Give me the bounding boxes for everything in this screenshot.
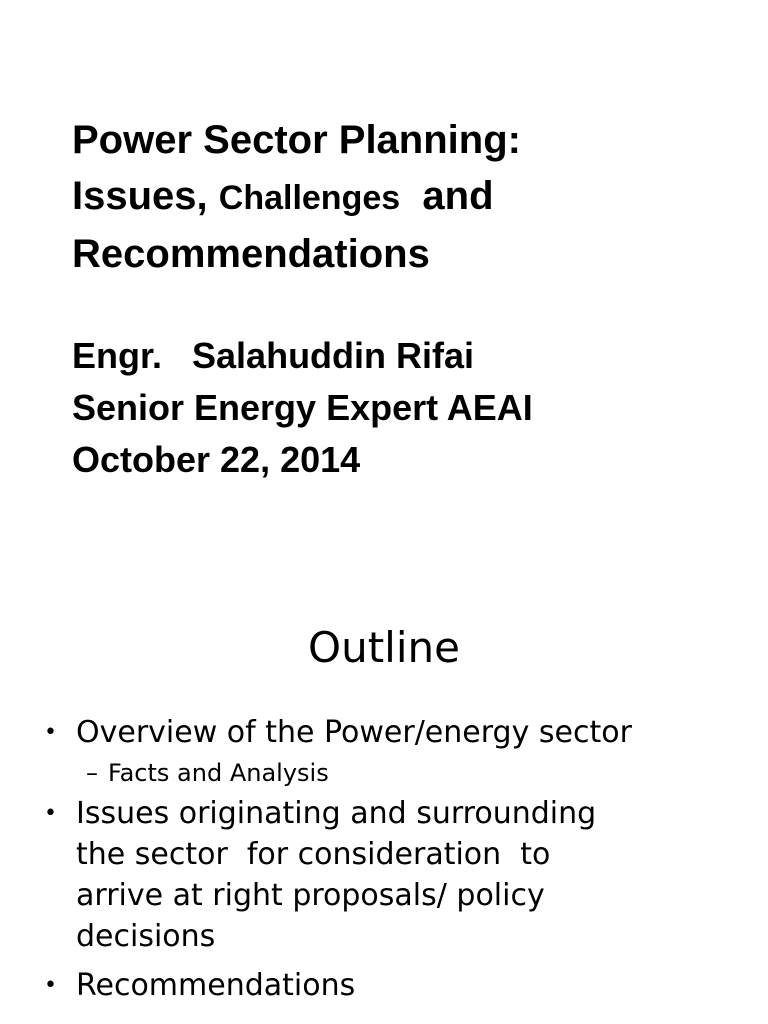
- outline-item-text-line: decisions: [76, 919, 216, 954]
- outline-item: [0, 712, 716, 753]
- outline-item-text: Recommendations: [76, 968, 356, 1003]
- outline-list: [0, 712, 716, 1006]
- title-line-3: Recommendations: [72, 232, 430, 276]
- outline-sub-item: [0, 753, 708, 793]
- bullet-icon: •: [44, 973, 57, 998]
- title-line-2-part-c: and: [400, 174, 494, 218]
- presentation-date: October 22, 2014: [72, 439, 361, 480]
- presentation-title: [72, 112, 521, 282]
- presenter-info: [72, 330, 533, 486]
- outline-sub-item-text: Facts and Analysis: [108, 759, 329, 787]
- presenter-role: Senior Energy Expert AEAI: [72, 387, 533, 428]
- presenter-name: Engr. Salahuddin Rifai: [72, 335, 475, 376]
- outline-item-text-line: the sector for consideration to: [76, 837, 551, 872]
- title-line-2: [72, 168, 521, 226]
- outline-item-text: Overview of the Power/energy sector: [76, 715, 632, 750]
- dash-icon: –: [86, 759, 98, 787]
- outline-item-text-line: Issues originating and surrounding: [76, 796, 597, 831]
- title-line-2-part-b: Challenges: [218, 179, 401, 217]
- title-line-1: Power Sector Planning:: [72, 118, 521, 162]
- title-line-2-part-a: Issues,: [72, 174, 219, 218]
- bullet-icon: •: [44, 801, 57, 826]
- outline-item: [0, 965, 716, 1006]
- outline-item-text-line: arrive at right proposals/ policy: [76, 878, 545, 913]
- bullet-icon: •: [44, 720, 57, 745]
- outline-slide: [0, 600, 768, 1024]
- outline-heading: Outline: [308, 623, 460, 672]
- outline-item: [0, 793, 716, 957]
